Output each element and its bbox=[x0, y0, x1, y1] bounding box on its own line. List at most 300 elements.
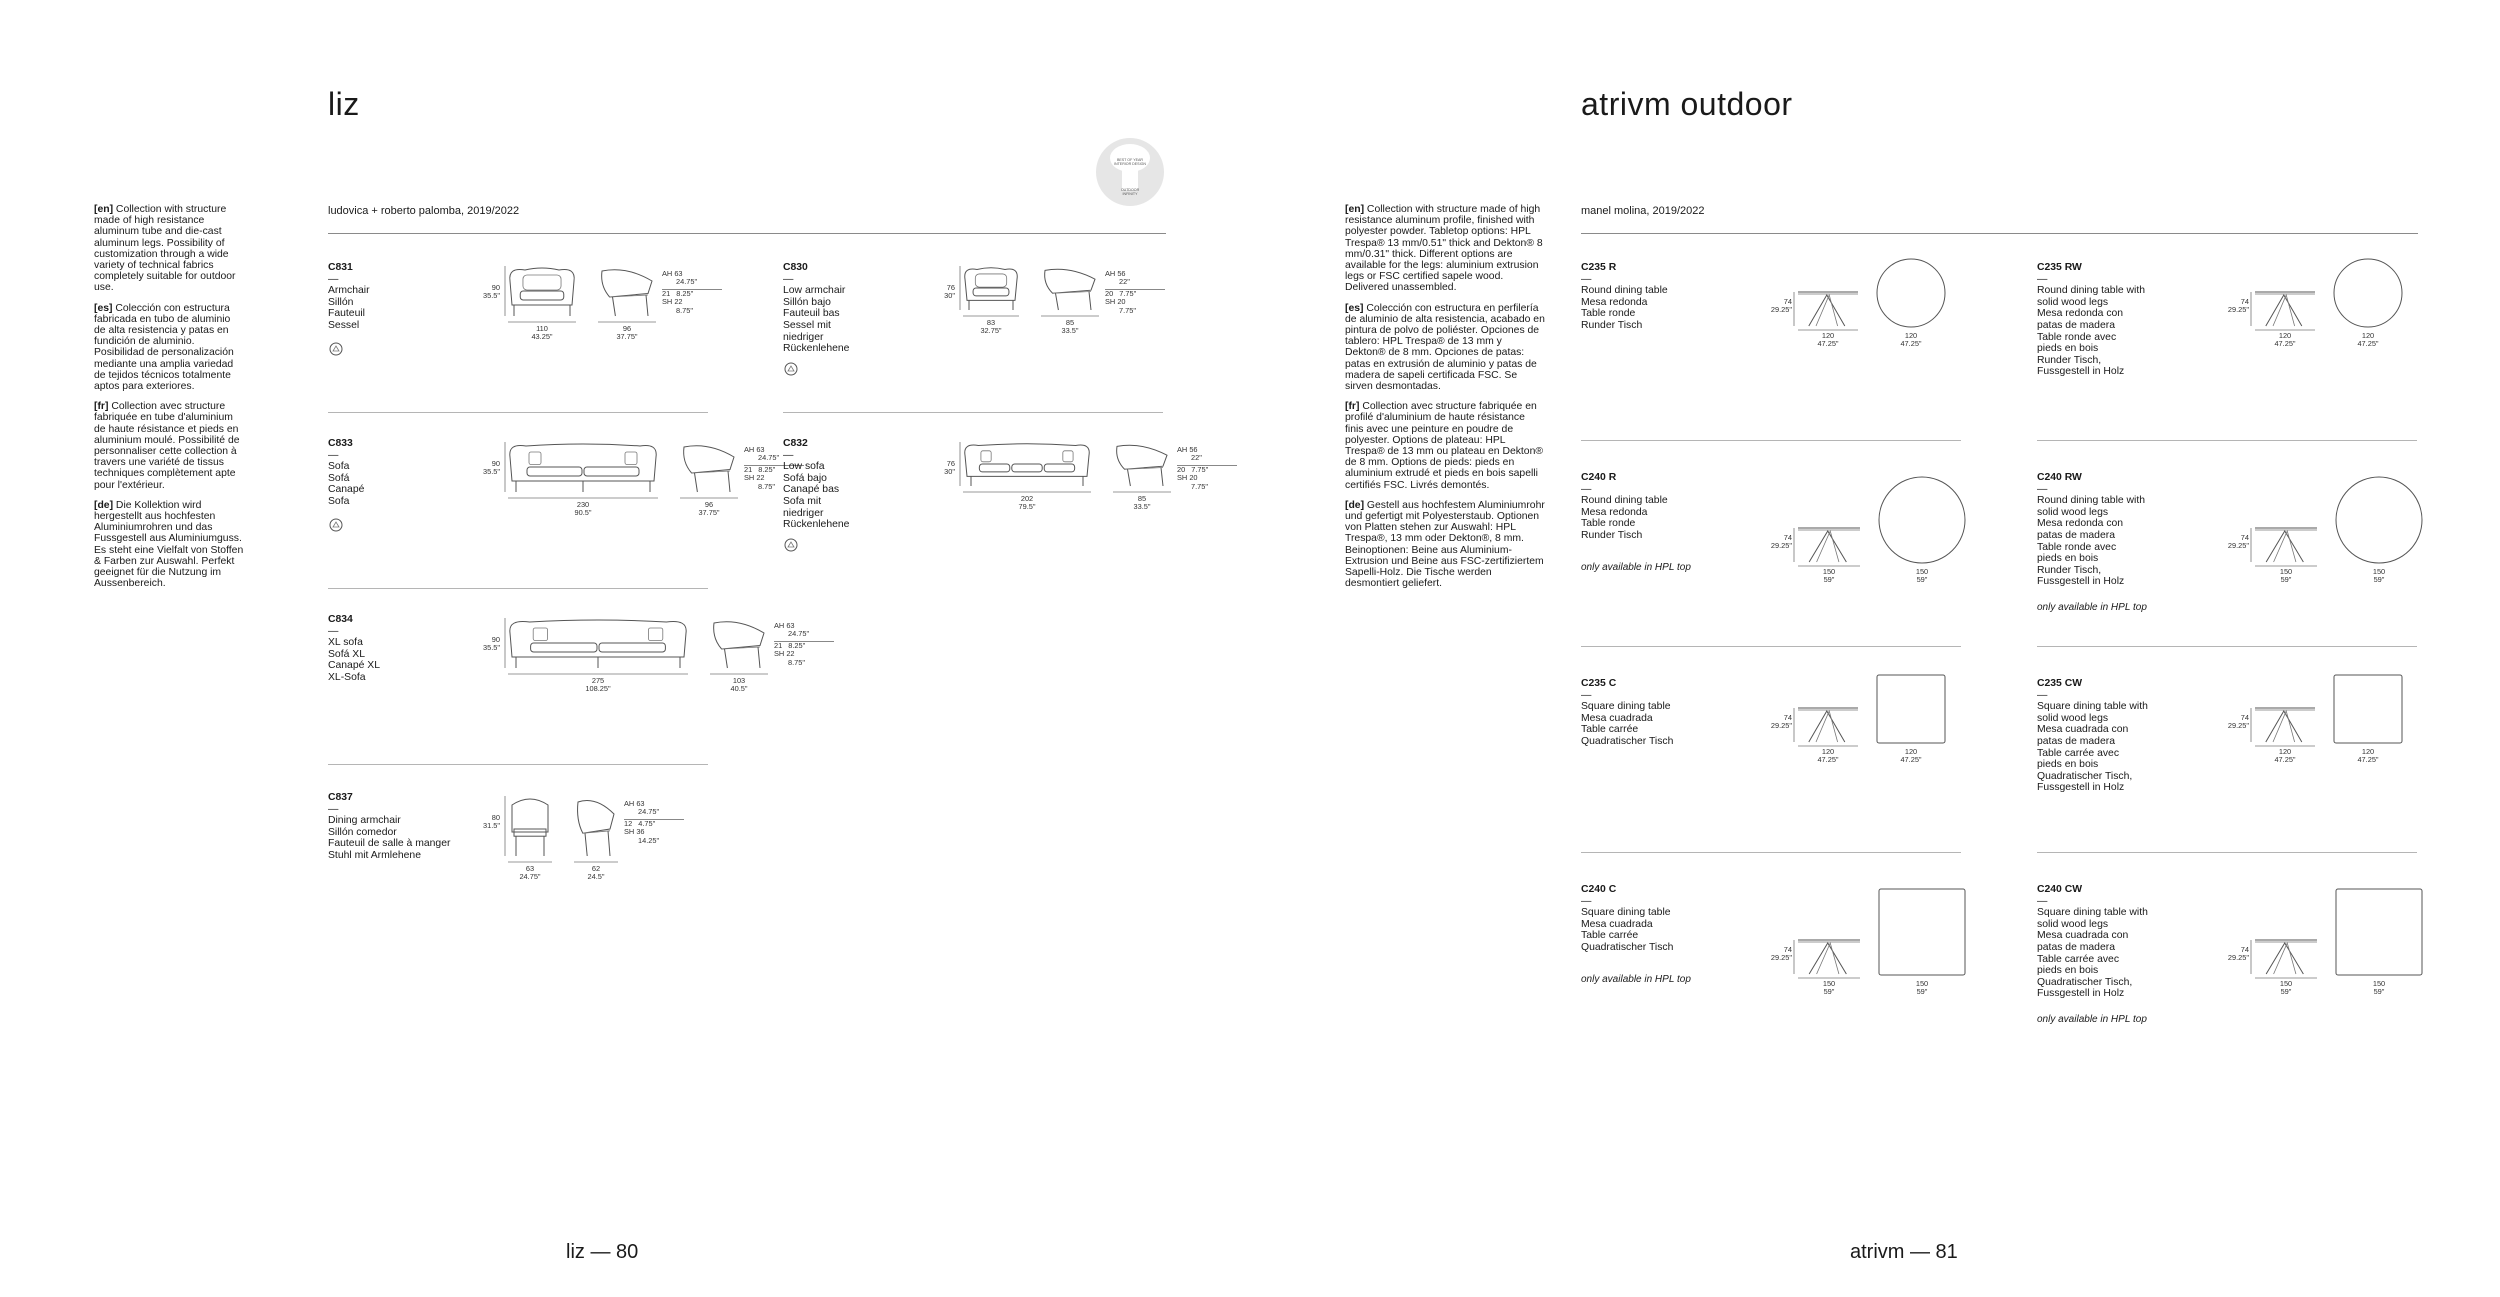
table-width-cm: 120 bbox=[1821, 747, 1835, 756]
table-height-cm: 74 bbox=[2240, 945, 2249, 954]
table-width-dim bbox=[2255, 748, 2315, 765]
height-in: 35.5" bbox=[482, 643, 500, 653]
availability-note: only available in HPL top bbox=[1581, 973, 1691, 985]
plan-width-cm: 120 bbox=[2361, 331, 2375, 340]
product-name: Sillón bbox=[328, 296, 354, 308]
width-dim bbox=[508, 501, 658, 518]
product-name: Mesa cuadrada bbox=[1581, 918, 1653, 930]
product-name: Table ronde avec bbox=[2037, 541, 2117, 553]
product-name: solid wood legs bbox=[2037, 712, 2109, 724]
product-label-c834 bbox=[328, 614, 380, 684]
width-dim bbox=[508, 325, 576, 342]
height-in: 30" bbox=[944, 467, 955, 477]
row-divider bbox=[328, 588, 708, 589]
seat-height-dims bbox=[624, 800, 684, 845]
height-in: 35.5" bbox=[482, 467, 500, 477]
product-name: Runder Tisch bbox=[1581, 319, 1643, 331]
product-name: Mesa redonda con bbox=[2037, 518, 2124, 530]
seat-height-dims bbox=[662, 270, 722, 315]
outdoor-care-icon bbox=[329, 518, 343, 532]
product-label-c831 bbox=[328, 262, 370, 332]
product-name: Runder Tisch bbox=[1581, 529, 1643, 541]
table-height-dim bbox=[1754, 534, 1792, 551]
row-divider bbox=[2037, 852, 2417, 853]
table-height-cm: 74 bbox=[2240, 533, 2249, 542]
arm-cm: 12 bbox=[624, 818, 633, 828]
page-title-liz: liz bbox=[328, 86, 360, 122]
table-width-dim bbox=[2255, 332, 2315, 349]
table-height-cm: 74 bbox=[1783, 533, 1792, 542]
product-dash: — bbox=[2037, 273, 2048, 285]
product-name: Round dining table bbox=[1581, 285, 1668, 297]
arm-height-in: 22" bbox=[1191, 453, 1202, 463]
table-width-in: 59" bbox=[1823, 575, 1835, 585]
side-width-cm: 85 bbox=[1065, 318, 1075, 327]
table-width-cm: 150 bbox=[1822, 567, 1836, 576]
plan-width-in: 59" bbox=[1916, 987, 1928, 997]
table-height-in: 29.25" bbox=[1770, 541, 1792, 551]
product-code: C831 bbox=[328, 262, 353, 273]
arm-height: AH 63 bbox=[744, 445, 765, 454]
row-divider bbox=[1581, 646, 1961, 647]
product-name: Round dining table with bbox=[2037, 285, 2146, 297]
width-in: 32.75" bbox=[980, 326, 1002, 336]
product-name: Fussgestell in Holz bbox=[2037, 576, 2125, 588]
arm-height-in: 24.75" bbox=[788, 629, 810, 639]
product-name: Table carrée avec bbox=[2037, 953, 2120, 965]
arm-height: AH 63 bbox=[624, 799, 645, 808]
product-label-c235-c bbox=[1581, 678, 1673, 748]
product-name: Table carrée bbox=[1581, 724, 1639, 736]
product-name: Fauteuil bbox=[328, 308, 365, 320]
product-name: Low sofa bbox=[783, 461, 825, 473]
product-code: C830 bbox=[783, 262, 808, 273]
row-divider bbox=[1581, 852, 1961, 853]
product-name: Square dining table with bbox=[2037, 907, 2148, 919]
seat-height-in: 8.75" bbox=[676, 305, 694, 315]
seat-height: SH 20 bbox=[1177, 473, 1198, 483]
square-top-plan bbox=[1876, 674, 1948, 746]
product-code: C833 bbox=[328, 438, 353, 449]
height-dim bbox=[919, 284, 955, 301]
product-dash: — bbox=[783, 449, 794, 461]
product-code: C834 bbox=[328, 614, 353, 625]
table-height-in: 29.25" bbox=[2227, 953, 2249, 963]
side-width-cm: 103 bbox=[732, 676, 746, 685]
seat-height-dims bbox=[774, 622, 834, 667]
width-in: 90.5" bbox=[574, 508, 592, 518]
side-width-dim bbox=[710, 677, 768, 694]
arm-in: 8.25" bbox=[676, 288, 694, 298]
product-name: Rückenlehene bbox=[783, 343, 850, 355]
arm-height-in: 22" bbox=[1119, 277, 1130, 287]
height-in: 31.5" bbox=[482, 821, 500, 831]
availability-note: only available in HPL top bbox=[1581, 561, 1691, 573]
round-top-plan bbox=[1878, 476, 1968, 566]
arm-in: 8.25" bbox=[788, 640, 806, 650]
side-width-dim bbox=[1041, 319, 1099, 336]
liz-intro: [en] Collection with structure made of high resistance aluminum tube and die-cast aluminum legs. Possibility of customization through a wide variety of technical fabrics completely suitable for outdoor use. [es] Colección con estructura fabricada en tubo de aluminio de alta resistencia y patas en fundición de aluminio. Posibilidad de personalización mediante una amplia variedad de tejidos técnicos totalmente aptos para exteriores. [fr] Collection avec structure fabriquée en tube d'aluminium de haute résistance et pieds en aluminium moulé. Possibilité de personnaliser cette collection à travers une variété de tissus techniques complètement apte pour l'extérieur. [de] Die Kollektion wird hergestellt aus hochfesten Aluminiumrohren und das Fussgestell aus Aluminiumguss. Es steht eine Vielfalt von Stoffen & Farben zur Auswahl. Perfekt geeignet für die Nutzung im Aussenbereich. bbox=[94, 204, 244, 590]
product-dash: — bbox=[1581, 689, 1592, 701]
table-width-cm: 120 bbox=[1821, 331, 1835, 340]
table-height-in: 29.25" bbox=[1770, 305, 1792, 315]
product-label-c235-r bbox=[1581, 262, 1668, 332]
product-name: Mesa cuadrada con bbox=[2037, 724, 2129, 736]
product-name: Fauteuil de salle à manger bbox=[328, 838, 451, 850]
product-code: C240 RW bbox=[2037, 472, 2082, 483]
plan-width-dim bbox=[2333, 332, 2403, 349]
seat-height: SH 22 bbox=[662, 297, 683, 307]
product-name: pieds en bois bbox=[2037, 965, 2099, 977]
product-name: Stuhl mit Armlehene bbox=[328, 849, 421, 861]
product-code: C235 RW bbox=[2037, 262, 2082, 273]
availability-note: only available in HPL top bbox=[2037, 601, 2147, 613]
product-label-c240-r bbox=[1581, 472, 1691, 573]
arm-in: 4.75" bbox=[638, 818, 656, 828]
arm-in: 8.25" bbox=[758, 464, 776, 474]
row-divider bbox=[2037, 646, 2417, 647]
product-code: C240 C bbox=[1581, 884, 1617, 895]
arm-in: 7.75" bbox=[1191, 464, 1209, 474]
table-height-in: 29.25" bbox=[2227, 541, 2249, 551]
seat-height-dims bbox=[1105, 270, 1165, 315]
table-height-dim bbox=[1754, 298, 1792, 315]
arm-height: AH 56 bbox=[1105, 269, 1126, 278]
product-label-c235-rw bbox=[2037, 262, 2145, 378]
product-name: Square dining table bbox=[1581, 907, 1671, 919]
product-name: Sillón comedor bbox=[328, 826, 397, 838]
product-name: Canapé bbox=[328, 484, 365, 496]
product-name: Table ronde avec bbox=[2037, 331, 2117, 343]
width-cm: 83 bbox=[986, 318, 996, 327]
product-name: Runder Tisch, bbox=[2037, 564, 2102, 576]
product-dash: — bbox=[328, 273, 339, 285]
seat-height-in: 8.75" bbox=[788, 657, 806, 667]
table-width-dim bbox=[1798, 568, 1860, 585]
product-name: Sillón bajo bbox=[783, 296, 831, 308]
product-code: C832 bbox=[783, 438, 808, 449]
arm-cm: 21 bbox=[662, 288, 671, 298]
product-name: Armchair bbox=[328, 285, 370, 297]
arm-height-in: 24.75" bbox=[676, 277, 698, 287]
plan-width-in: 59" bbox=[2373, 575, 2385, 585]
product-label-c837 bbox=[328, 792, 450, 862]
plan-width-cm: 150 bbox=[2372, 979, 2386, 988]
availability-note: only available in HPL top bbox=[2037, 1013, 2147, 1025]
product-dash: — bbox=[783, 273, 794, 285]
product-name: patas de madera bbox=[2037, 319, 2115, 331]
table-height-dim bbox=[2211, 298, 2249, 315]
plan-width-in: 47.25" bbox=[2357, 755, 2379, 765]
table-height-in: 29.25" bbox=[1770, 953, 1792, 963]
table-width-cm: 150 bbox=[2279, 567, 2293, 576]
plan-width-cm: 150 bbox=[2372, 567, 2386, 576]
table-width-in: 47.25" bbox=[2274, 339, 2296, 349]
product-name: Quadratischer Tisch, bbox=[2037, 976, 2133, 988]
table-width-dim bbox=[1798, 332, 1858, 349]
product-name: Fussgestell in Holz bbox=[2037, 782, 2125, 794]
table-width-cm: 120 bbox=[2278, 331, 2292, 340]
side-width-in: 24.5" bbox=[587, 872, 605, 882]
height-in: 35.5" bbox=[482, 291, 500, 301]
product-dash: — bbox=[1581, 273, 1592, 285]
table-height-cm: 74 bbox=[2240, 713, 2249, 722]
product-dash: — bbox=[2037, 689, 2048, 701]
table-height-in: 29.25" bbox=[1770, 721, 1792, 731]
table-height-dim bbox=[2211, 534, 2249, 551]
product-name: Mesa cuadrada con bbox=[2037, 930, 2129, 942]
table-height-dim bbox=[2211, 714, 2249, 731]
height-dim bbox=[919, 460, 955, 477]
product-name: Sessel mit bbox=[783, 319, 831, 331]
side-width-dim bbox=[1113, 495, 1171, 512]
square-top-plan bbox=[2335, 888, 2425, 978]
product-name: Fussgestell in Holz bbox=[2037, 366, 2125, 378]
table-width-cm: 150 bbox=[2279, 979, 2293, 988]
height-dim bbox=[464, 460, 500, 477]
product-label-c240-rw bbox=[2037, 472, 2147, 614]
table-width-dim bbox=[2255, 980, 2317, 997]
product-name: XL-Sofa bbox=[328, 671, 366, 683]
product-dash: — bbox=[328, 625, 339, 637]
product-name: pieds en bois bbox=[2037, 759, 2099, 771]
round-top-plan bbox=[2335, 476, 2425, 566]
product-name: Table carrée bbox=[1581, 930, 1639, 942]
product-name: Sofá XL bbox=[328, 648, 365, 660]
product-name: pieds en bois bbox=[2037, 553, 2099, 565]
height-dim bbox=[464, 284, 500, 301]
product-name: Square dining table with bbox=[2037, 701, 2148, 713]
seat-height-in: 7.75" bbox=[1119, 305, 1137, 315]
plan-width-cm: 150 bbox=[1915, 979, 1929, 988]
seat-height: SH 22 bbox=[744, 473, 765, 483]
product-name: Quadratischer Tisch bbox=[1581, 941, 1674, 953]
product-name: solid wood legs bbox=[2037, 506, 2109, 518]
arm-height-in: 24.75" bbox=[638, 807, 660, 817]
product-name: Low armchair bbox=[783, 285, 846, 297]
plan-width-in: 47.25" bbox=[2357, 339, 2379, 349]
product-name: patas de madera bbox=[2037, 941, 2115, 953]
width-dim bbox=[963, 495, 1091, 512]
height-cm: 76 bbox=[946, 459, 955, 468]
width-dim bbox=[963, 319, 1019, 336]
page-folio-left: liz — 80 bbox=[566, 1241, 639, 1263]
product-name: Mesa cuadrada bbox=[1581, 712, 1653, 724]
side-width-cm: 62 bbox=[591, 864, 601, 873]
product-name: Table carrée avec bbox=[2037, 747, 2120, 759]
divider bbox=[328, 233, 1166, 234]
plan-width-dim bbox=[1876, 332, 1946, 349]
product-name: patas de madera bbox=[2037, 735, 2115, 747]
outdoor-care-icon bbox=[329, 342, 343, 356]
table-width-cm: 150 bbox=[1822, 979, 1836, 988]
product-name: Round dining table with bbox=[2037, 495, 2146, 507]
product-label-c832 bbox=[783, 438, 849, 531]
product-name: Mesa redonda bbox=[1581, 296, 1648, 308]
height-cm: 90 bbox=[491, 635, 500, 644]
plan-width-dim bbox=[2335, 980, 2423, 997]
product-name: Quadratischer Tisch, bbox=[2037, 770, 2133, 782]
product-label-c833 bbox=[328, 438, 364, 508]
plan-width-dim bbox=[1878, 568, 1966, 585]
award-badge: BEST OF YEAR INTERIOR DESIGN OUTDOOR INFINITY bbox=[1096, 138, 1164, 206]
side-width-in: 33.5" bbox=[1133, 502, 1151, 512]
product-name: patas de madera bbox=[2037, 529, 2115, 541]
product-name: Round dining table bbox=[1581, 495, 1668, 507]
product-name: Sofá bajo bbox=[783, 472, 827, 484]
product-name: Fussgestell in Holz bbox=[2037, 988, 2125, 1000]
width-dim bbox=[508, 865, 552, 882]
side-width-in: 37.75" bbox=[616, 332, 638, 342]
table-height-dim bbox=[1754, 714, 1792, 731]
plan-width-dim bbox=[2333, 748, 2403, 765]
product-name: Sofa mit bbox=[783, 495, 822, 507]
product-name: Mesa redonda bbox=[1581, 506, 1648, 518]
side-width-in: 33.5" bbox=[1061, 326, 1079, 336]
arm-in: 7.75" bbox=[1119, 288, 1137, 298]
height-dim bbox=[464, 636, 500, 653]
width-cm: 275 bbox=[591, 676, 605, 685]
row-divider bbox=[783, 412, 1163, 413]
product-name: Runder Tisch, bbox=[2037, 354, 2102, 366]
product-dash: — bbox=[328, 449, 339, 461]
arm-cm: 20 bbox=[1105, 288, 1114, 298]
product-name: Fauteuil bas bbox=[783, 308, 840, 320]
height-cm: 90 bbox=[491, 283, 500, 292]
table-height-dim bbox=[1754, 946, 1792, 963]
width-cm: 63 bbox=[525, 864, 535, 873]
divider bbox=[1581, 233, 2418, 234]
seat-height: SH 36 bbox=[624, 827, 645, 837]
atrivm-designer: manel molina, 2019/2022 bbox=[1581, 205, 1705, 217]
product-code: C235 R bbox=[1581, 262, 1617, 273]
table-width-cm: 120 bbox=[2278, 747, 2292, 756]
width-cm: 202 bbox=[1020, 494, 1034, 503]
plan-width-dim bbox=[2335, 568, 2423, 585]
product-name: XL sofa bbox=[328, 637, 363, 649]
height-cm: 76 bbox=[946, 283, 955, 292]
height-dim bbox=[464, 814, 500, 831]
table-height-cm: 74 bbox=[1783, 713, 1792, 722]
square-top-plan bbox=[2333, 674, 2405, 746]
width-cm: 110 bbox=[536, 324, 548, 333]
height-cm: 80 bbox=[491, 813, 500, 822]
table-width-dim bbox=[1798, 748, 1858, 765]
liz-designer: ludovica + roberto palomba, 2019/2022 bbox=[328, 205, 520, 217]
page-title-atrivm: atrivm outdoor bbox=[1581, 86, 1793, 122]
product-code: C240 R bbox=[1581, 472, 1617, 483]
page-folio-right: atrivm — 81 bbox=[1850, 1241, 1958, 1263]
arm-height: AH 63 bbox=[774, 621, 795, 630]
table-height-dim bbox=[2211, 946, 2249, 963]
product-label-c235-cw bbox=[2037, 678, 2148, 794]
square-top-plan bbox=[1878, 888, 1968, 978]
product-name: Mesa redonda con bbox=[2037, 308, 2124, 320]
product-dash: — bbox=[2037, 895, 2048, 907]
product-name: Canapé XL bbox=[328, 660, 380, 672]
product-name: Sofa bbox=[328, 495, 350, 507]
side-width-dim bbox=[680, 501, 738, 518]
width-dim bbox=[508, 677, 688, 694]
product-name: solid wood legs bbox=[2037, 918, 2109, 930]
product-label-c240-cw bbox=[2037, 884, 2148, 1026]
plan-width-in: 59" bbox=[1916, 575, 1928, 585]
row-divider bbox=[2037, 440, 2417, 441]
table-height-cm: 74 bbox=[2240, 297, 2249, 306]
round-top-plan bbox=[2333, 258, 2405, 330]
product-label-c240-c bbox=[1581, 884, 1691, 985]
plan-width-in: 47.25" bbox=[1900, 755, 1922, 765]
width-in: 79.5" bbox=[1018, 502, 1036, 512]
product-code: C235 C bbox=[1581, 678, 1617, 689]
table-width-in: 47.25" bbox=[2274, 755, 2296, 765]
height-in: 30" bbox=[944, 291, 955, 301]
side-width-cm: 96 bbox=[622, 324, 632, 333]
round-top-plan bbox=[1876, 258, 1948, 330]
width-in: 108.25" bbox=[585, 684, 611, 694]
product-code: C837 bbox=[328, 792, 353, 803]
table-height-cm: 74 bbox=[1783, 945, 1792, 954]
side-width-in: 40.5" bbox=[730, 684, 748, 694]
row-divider bbox=[328, 412, 708, 413]
row-divider bbox=[1581, 440, 1961, 441]
product-dash: — bbox=[1581, 895, 1592, 907]
plan-width-dim bbox=[1876, 748, 1946, 765]
product-dash: — bbox=[1581, 483, 1592, 495]
table-height-cm: 74 bbox=[1783, 297, 1792, 306]
product-name: solid wood legs bbox=[2037, 296, 2109, 308]
table-width-in: 59" bbox=[1823, 987, 1835, 997]
table-width-in: 59" bbox=[2280, 987, 2292, 997]
width-in: 24.75" bbox=[519, 872, 541, 882]
atrivm-intro: [en] Collection with structure made of high resistance aluminum profile, finished with polyester powder. Tabletop options: HPL Trespa® 13 mm/0.51" thick and Dekton® 8 mm/0.31" thick. Different options are available for the legs: aluminium extrusion legs or FSC certified sapele wood. Delivered unassembled. [es] Colección con estructura en perfilería de aluminio de alta resistencia, acabado en pintura de polvo de poliéster. Opciones de tablero: HPL Trespa® de 13 mm y Dekton® de 8 mm. Opciones de patas: patas en extrusión de aluminio y patas de madera de sapeli certificada FSC. Se sirven desmontadas. [fr] Collection avec structure fabriquée en profilé d'aluminium de haute résistance finis avec une peinture en poudre de polyester. Options de plateau: HPL Trespa® de 13 mm ou plateau en Dekton® de 8 mm. Options de pieds: pieds en aluminium extrudé et pieds en bois sapelli certifiés FSC. Livrés demontés. [de] Gestell aus hochfestem Aluminiumrohr und gefertigt mit Polyesterstaub. Optionen von Platten stehen zur Auswahl: HPL Trespa®, 13 mm oder Dekton®, 8 mm. Beinoptionen: Beine aus Aluminium-Extrusion und Beine aus FSC-zertifiziertem Sapelli-Holz. Die Tische werden desmontiert geliefert. bbox=[1345, 204, 1545, 590]
product-code: C240 CW bbox=[2037, 884, 2083, 895]
seat-height: SH 20 bbox=[1105, 297, 1126, 307]
table-width-in: 47.25" bbox=[1817, 339, 1839, 349]
product-name: Square dining table bbox=[1581, 701, 1671, 713]
product-code: C235 CW bbox=[2037, 678, 2083, 689]
table-width-dim bbox=[1798, 980, 1860, 997]
table-width-dim bbox=[2255, 568, 2317, 585]
product-name: Table ronde bbox=[1581, 518, 1636, 530]
table-width-in: 47.25" bbox=[1817, 755, 1839, 765]
outdoor-care-icon bbox=[784, 362, 798, 376]
product-name: Table ronde bbox=[1581, 308, 1636, 320]
arm-cm: 21 bbox=[774, 640, 783, 650]
seat-height-in: 7.75" bbox=[1191, 481, 1209, 491]
product-name: niedriger bbox=[783, 507, 824, 519]
product-name: Sofá bbox=[328, 472, 350, 484]
product-label-c830 bbox=[783, 262, 849, 355]
product-name: Rückenlehene bbox=[783, 519, 850, 531]
product-name: Canapé bas bbox=[783, 484, 840, 496]
arm-cm: 20 bbox=[1177, 464, 1186, 474]
table-height-in: 29.25" bbox=[2227, 305, 2249, 315]
table-width-in: 59" bbox=[2280, 575, 2292, 585]
plan-width-in: 59" bbox=[2373, 987, 2385, 997]
product-name: Quadratischer Tisch bbox=[1581, 735, 1674, 747]
outdoor-care-icon bbox=[784, 538, 798, 552]
arm-height: AH 56 bbox=[1177, 445, 1198, 454]
product-name: niedriger bbox=[783, 331, 824, 343]
seat-height-in: 8.75" bbox=[758, 481, 776, 491]
arm-cm: 21 bbox=[744, 464, 753, 474]
side-width-dim bbox=[598, 325, 656, 342]
product-name: pieds en bois bbox=[2037, 343, 2099, 355]
side-width-cm: 85 bbox=[1137, 494, 1147, 503]
row-divider bbox=[328, 764, 708, 765]
product-name: Sofa bbox=[328, 461, 350, 473]
